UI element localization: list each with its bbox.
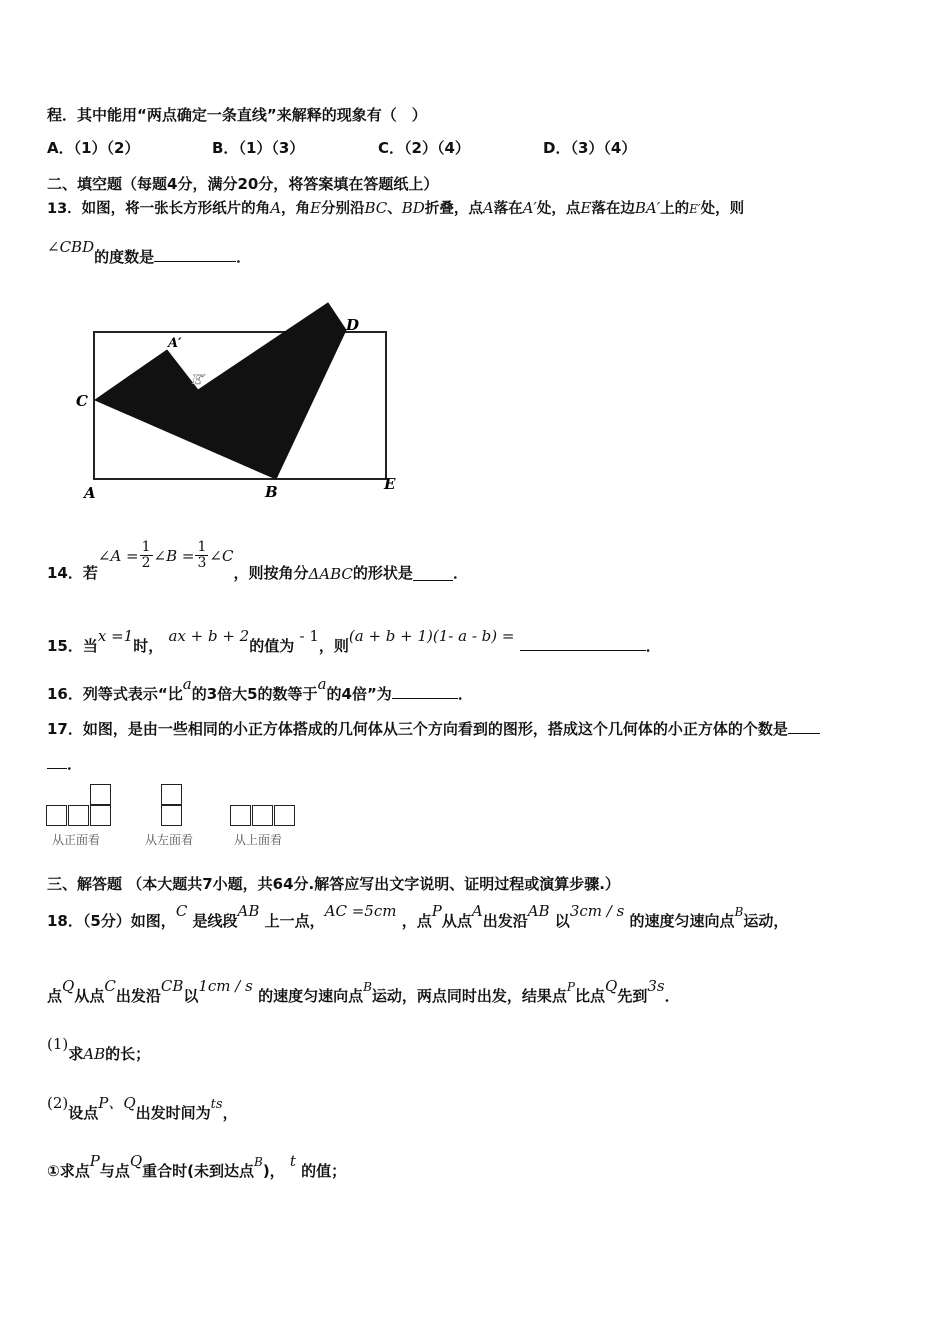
- q13-line1: 13．如图，将一张长方形纸片的角A，角E分别沿BC、BD折叠，点A落在A′处，点E落在边BA′上的E′处，则: [47, 199, 745, 217]
- q13-angle: ∠CBD: [47, 238, 95, 256]
- folded-region: [95, 303, 346, 479]
- q17: 17．如图，是由一些相同的小正方体搭成的几何体从三个方向看到的图形，搭成这个几何体的小正方体的个数是: [47, 718, 820, 739]
- q18-sub2: (2)设点P、Q出发时间为ts，: [47, 1094, 238, 1122]
- q16: 16．列等式表示“比a的3倍大5的数等于a的4倍”为 ．: [47, 675, 473, 703]
- q14: 14．若 ∠A = $\frac{1}{2}$ ∠B = $\frac{1}{3}$ ∠C ，则按角分 ΔABC 的形状是 ．: [47, 539, 468, 583]
- option-b: B．（1）（3）: [212, 139, 305, 157]
- q15-answer-blank: [520, 636, 646, 651]
- q18-line2: 点Q从点C出发沿CB以1cm / s 的速度匀速向点$^B$运动，两点同时出发，结果点$^P$比点Q先到3s．: [47, 977, 680, 1005]
- fraction-half: $\frac{1}{2}$: [141, 539, 151, 571]
- q13-answer-blank: [154, 247, 236, 262]
- q17-answer-blank-1: [788, 719, 820, 734]
- q18-sub1: (1)求AB的长；: [47, 1035, 151, 1063]
- q13-figure: [70, 298, 410, 508]
- q16-answer-blank: [392, 684, 458, 699]
- top-view-label: 从上面看: [234, 833, 283, 847]
- section-2-title: 二、填空题（每题4分，满分20分，将答案填在答题纸上）: [47, 175, 439, 193]
- q12-options: [47, 137, 636, 158]
- q13-line2: ∠CBD的度数是 ．: [47, 238, 252, 266]
- label-e: E: [384, 475, 396, 493]
- label-a: A: [84, 484, 96, 502]
- option-d: D．（3）（4）: [543, 139, 637, 157]
- label-d: D: [346, 316, 360, 334]
- option-c: C．（2）（4）: [378, 139, 470, 157]
- q18-line1: 18．（5分）如图，C 是线段AB 上一点，AC =5cm ，点P从点A出发沿AB 以3cm / s 的速度匀速向点$^B$运动，: [47, 902, 789, 930]
- section-3-title: 三、解答题 （本大题共7小题，共64分.解答应写出文字说明、证明过程或演算步骤.）: [47, 875, 620, 893]
- fraction-third: $\frac{1}{3}$: [197, 539, 207, 571]
- label-b: B: [265, 483, 278, 501]
- option-a: A．（1）（2）: [47, 139, 140, 157]
- label-e-prime: E′: [192, 373, 206, 388]
- front-view: [46, 784, 126, 854]
- label-a-prime: A′: [168, 336, 182, 351]
- q12-stem: 程．其中能用“两点确定一条直线”来解释的现象有（ ）: [47, 106, 427, 124]
- q18-sub2-1: ①求点P与点Q重合时(未到达点$^B$)， t 的值；: [47, 1152, 347, 1180]
- front-view-label: 从正面看: [52, 833, 101, 847]
- q14-answer-blank: [413, 566, 453, 581]
- q17-answer-blank-2: [47, 754, 67, 769]
- left-view-label: 从左面看: [145, 833, 194, 847]
- q15: 15．当x =1时， ax + b + 2的值为 - 1，则(a + b + 1)(1- a - b) = ．: [47, 627, 661, 655]
- label-c: C: [76, 392, 88, 410]
- top-view: [230, 784, 310, 854]
- q17-cont: ．: [47, 753, 82, 774]
- left-view: [145, 784, 225, 854]
